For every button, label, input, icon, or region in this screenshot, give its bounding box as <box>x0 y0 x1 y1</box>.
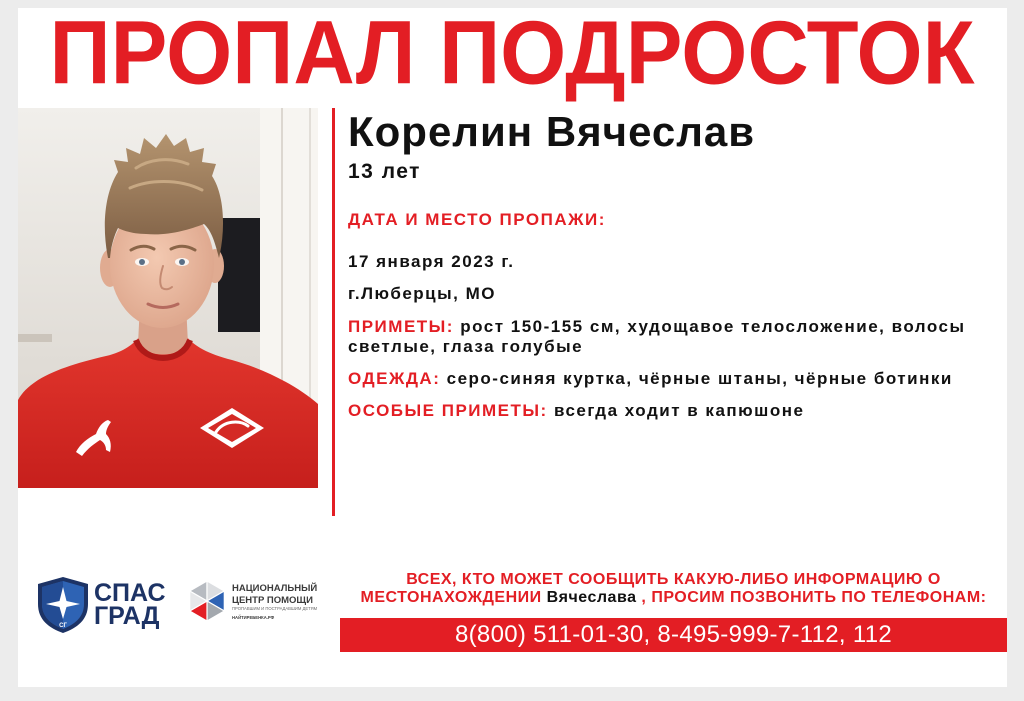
ncp-logo-line1: НАЦИОНАЛЬНЫЙ <box>232 583 318 594</box>
poster-title: ПРОПАЛ ПОДРОСТОК <box>49 2 975 104</box>
missing-person-name: Корелин Вячеслав <box>348 108 756 155</box>
features-value: рост 150-155 см, худощавое телосложение, волосы светлые, глаза голубые <box>348 317 966 356</box>
phone-numbers-bar <box>340 618 1007 652</box>
shield-letters: СГ <box>59 623 67 629</box>
missing-person-age: 13 лет <box>348 160 421 183</box>
ncp-logo-tagline: ПРОПАВШИМ И ПОСТРАДАВШИМ ДЕТЯМ <box>232 607 318 612</box>
spasgrad-logo-line1: СПАС <box>94 579 166 607</box>
appeal-text <box>340 571 1007 607</box>
features-line <box>348 317 998 357</box>
hexagon-cube-icon <box>186 579 228 623</box>
features-label: ПРИМЕТЫ: <box>348 317 454 336</box>
clothing-label: ОДЕЖДА: <box>348 369 441 388</box>
ncp-logo-site: НАЙТИРЕБЕНКА.РФ <box>232 616 275 621</box>
special-marks-value: всегда ходит в капюшоне <box>553 401 805 420</box>
appeal-line1: ВСЕХ, КТО МОЖЕТ СООБЩИТЬ КАКУЮ-ЛИБО ИНФОРМАЦИЮ О <box>406 571 941 588</box>
red-divider-line <box>332 108 335 516</box>
date-place-label: ДАТА И МЕСТО ПРОПАЖИ: <box>348 210 606 229</box>
missing-teen-photo <box>18 108 318 488</box>
photo-shelf <box>18 334 52 342</box>
appeal-line2-end: , ПРОСИМ ПОЗВОНИТЬ ПО ТЕЛЕФОНАМ: <box>641 589 987 606</box>
photo-tv-screen <box>218 218 260 332</box>
clothing-line <box>348 369 953 389</box>
spasgrad-logo-line2: ГРАД <box>94 602 160 630</box>
clothing-value: серо-синяя куртка, чёрные штаны, чёрные ботинки <box>446 369 953 388</box>
special-marks-label: ОСОБЫЕ ПРИМЕТЫ: <box>348 401 548 420</box>
appeal-line2 <box>340 589 1007 607</box>
disappearance-place: г.Люберцы, МО <box>348 284 496 303</box>
appeal-line2-name: Вячеслава <box>546 589 637 606</box>
phone-numbers: 8(800) 511-01-30, 8-495-999-7-112, 112 <box>454 621 893 648</box>
photo-right-iris <box>179 259 185 265</box>
ncp-logo-line2: ЦЕНТР ПОМОЩИ <box>232 595 313 606</box>
special-marks-line <box>348 401 804 421</box>
shield-star-icon <box>36 576 90 634</box>
appeal-line2-start: МЕСТОНАХОЖДЕНИИ <box>360 589 542 606</box>
disappearance-date: 17 января 2023 г. <box>348 252 515 271</box>
photo-left-iris <box>139 259 145 265</box>
